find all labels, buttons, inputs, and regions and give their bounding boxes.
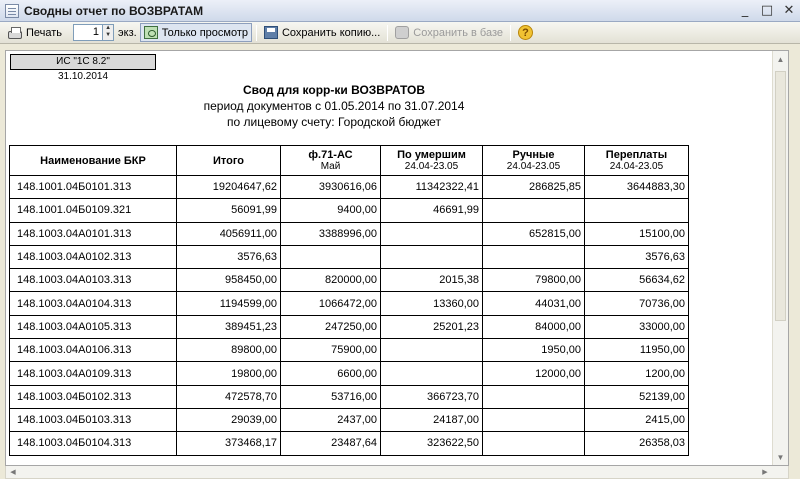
- amount-cell: 24187,00: [381, 408, 483, 431]
- amount-cell: 958450,00: [177, 269, 281, 292]
- save-to-db-label: Сохранить в базе: [413, 26, 503, 39]
- amount-cell: [483, 245, 585, 268]
- amount-cell: 2415,00: [585, 408, 689, 431]
- amount-cell: [483, 385, 585, 408]
- table-row: [10, 408, 689, 431]
- system-label: ИС "1С 8.2": [10, 54, 156, 70]
- scroll-up-icon[interactable]: ▲: [776, 54, 785, 64]
- amount-cell: 89800,00: [177, 339, 281, 362]
- table-header-row: [10, 146, 689, 176]
- toolbar-separator: [256, 25, 257, 41]
- toolbar-separator: [510, 25, 511, 41]
- amount-cell: 12000,00: [483, 362, 585, 385]
- amount-cell: 75900,00: [281, 339, 381, 362]
- amount-cell: 19204647,62: [177, 176, 281, 199]
- amount-cell: 472578,70: [177, 385, 281, 408]
- view-only-label: Только просмотр: [161, 26, 248, 39]
- report-window-icon: [5, 4, 19, 18]
- amount-cell: 652815,00: [483, 222, 585, 245]
- amount-cell: 52139,00: [585, 385, 689, 408]
- amount-cell: 79800,00: [483, 269, 585, 292]
- help-icon: ?: [518, 25, 533, 40]
- amount-cell: 53716,00: [281, 385, 381, 408]
- amount-cell: 3576,63: [177, 245, 281, 268]
- amount-cell: 366723,70: [381, 385, 483, 408]
- spin-up-icon[interactable]: ▲: [105, 25, 112, 31]
- table-row: [10, 362, 689, 385]
- window-title: Сводны отчет по ВОЗВРАТАМ: [24, 3, 204, 18]
- report-period: период документов с 01.05.2014 по 31.07.2014: [203, 99, 465, 113]
- amount-cell: 70736,00: [585, 292, 689, 315]
- amount-cell: [381, 362, 483, 385]
- table-row: [10, 339, 689, 362]
- table-row: [10, 385, 689, 408]
- view-only-icon: [144, 26, 158, 39]
- table-row: [10, 269, 689, 292]
- amount-cell: 84000,00: [483, 315, 585, 338]
- printer-icon: [8, 31, 22, 39]
- table-row: [10, 176, 689, 199]
- amount-cell: 3644883,30: [585, 176, 689, 199]
- amount-cell: 56634,62: [585, 269, 689, 292]
- toolbar: [0, 22, 800, 44]
- floppy-disk-icon: [264, 26, 278, 39]
- bkr-code-cell: 148.1003.04А0105.313: [10, 315, 177, 338]
- amount-cell: 23487,64: [281, 432, 381, 455]
- bkr-code-cell: 148.1001.04Б0109.321: [10, 199, 177, 222]
- copies-input[interactable]: 1: [73, 24, 103, 41]
- amount-cell: 46691,99: [381, 199, 483, 222]
- print-button[interactable]: [5, 23, 65, 42]
- bkr-code-cell: 148.1003.04А0109.313: [10, 362, 177, 385]
- report-date: 31.10.2014: [57, 71, 109, 82]
- spin-down-icon[interactable]: ▼: [105, 32, 112, 38]
- column-header: Переплаты 24.04-23.05: [585, 146, 689, 176]
- amount-cell: 3388996,00: [281, 222, 381, 245]
- scroll-down-icon[interactable]: ▼: [776, 452, 785, 462]
- amount-cell: 373468,17: [177, 432, 281, 455]
- amount-cell: 11342322,41: [381, 176, 483, 199]
- vertical-scrollbar[interactable]: [772, 51, 788, 465]
- minimize-button[interactable]: _: [741, 3, 749, 18]
- close-button[interactable]: ✕: [783, 3, 795, 18]
- amount-cell: 3576,63: [585, 245, 689, 268]
- table-row: [10, 292, 689, 315]
- report-table: [9, 145, 689, 456]
- amount-cell: 29039,00: [177, 408, 281, 431]
- bkr-code-cell: 148.1003.04А0102.313: [10, 245, 177, 268]
- amount-cell: 3930616,06: [281, 176, 381, 199]
- table-row: [10, 199, 689, 222]
- amount-cell: 820000,00: [281, 269, 381, 292]
- bkr-code-cell: 148.1003.04А0106.313: [10, 339, 177, 362]
- amount-cell: 9400,00: [281, 199, 381, 222]
- view-only-button[interactable]: [140, 23, 252, 42]
- report-title: Свод для корр-ки ВОЗВРАТОВ: [242, 83, 426, 97]
- help-button[interactable]: [515, 23, 536, 42]
- column-header: Итого: [177, 146, 281, 176]
- bkr-code-cell: 148.1003.04А0101.313: [10, 222, 177, 245]
- amount-cell: 19800,00: [177, 362, 281, 385]
- amount-cell: [585, 199, 689, 222]
- amount-cell: [483, 408, 585, 431]
- maximize-button[interactable]: □: [760, 3, 774, 18]
- save-to-db-button[interactable]: [392, 23, 506, 42]
- amount-cell: 1200,00: [585, 362, 689, 385]
- horizontal-scrollbar[interactable]: [5, 466, 789, 479]
- save-copy-label: Сохранить копию...: [281, 26, 381, 39]
- bkr-code-cell: 148.1003.04Б0104.313: [10, 432, 177, 455]
- table-row: [10, 245, 689, 268]
- column-header: По умершим 24.04-23.05: [381, 146, 483, 176]
- amount-cell: 15100,00: [585, 222, 689, 245]
- table-row: [10, 315, 689, 338]
- report-account: по лицевому счету: Городской бюджет: [227, 115, 441, 129]
- database-save-icon: [395, 26, 409, 39]
- amount-cell: [381, 245, 483, 268]
- amount-cell: 11950,00: [585, 339, 689, 362]
- bkr-code-cell: 148.1003.04Б0103.313: [10, 408, 177, 431]
- save-copy-button[interactable]: [261, 23, 383, 42]
- amount-cell: [381, 339, 483, 362]
- amount-cell: 2437,00: [281, 408, 381, 431]
- amount-cell: 25201,23: [381, 315, 483, 338]
- scroll-right-icon[interactable]: ▶: [762, 469, 768, 476]
- amount-cell: [281, 245, 381, 268]
- column-header: Ручные 24.04-23.05: [483, 146, 585, 176]
- amount-cell: 1066472,00: [281, 292, 381, 315]
- amount-cell: 1194599,00: [177, 292, 281, 315]
- bkr-code-cell: 148.1003.04А0103.313: [10, 269, 177, 292]
- column-header: ф.71-АС Май: [281, 146, 381, 176]
- table-body: [10, 176, 689, 456]
- table-row: [10, 222, 689, 245]
- amount-cell: [483, 199, 585, 222]
- amount-cell: 26358,03: [585, 432, 689, 455]
- amount-cell: 323622,50: [381, 432, 483, 455]
- toolbar-separator: [387, 25, 388, 41]
- scroll-thumb[interactable]: [775, 71, 786, 321]
- print-label: Печать: [26, 26, 63, 39]
- window-titlebar: [0, 0, 800, 22]
- amount-cell: 13360,00: [381, 292, 483, 315]
- amount-cell: 389451,23: [177, 315, 281, 338]
- bkr-code-cell: 148.1003.04А0104.313: [10, 292, 177, 315]
- table-row: [10, 432, 689, 455]
- amount-cell: 33000,00: [585, 315, 689, 338]
- copies-stepper[interactable]: [103, 24, 114, 41]
- scroll-left-icon[interactable]: ◀: [10, 469, 16, 476]
- amount-cell: 6600,00: [281, 362, 381, 385]
- report-document[interactable]: [5, 50, 789, 466]
- amount-cell: [483, 432, 585, 455]
- amount-cell: 1950,00: [483, 339, 585, 362]
- copies-unit-label: экз.: [118, 26, 137, 39]
- amount-cell: 247250,00: [281, 315, 381, 338]
- bkr-code-cell: 148.1003.04Б0102.313: [10, 385, 177, 408]
- amount-cell: 56091,99: [177, 199, 281, 222]
- amount-cell: 286825,85: [483, 176, 585, 199]
- column-header: Наименование БКР: [10, 146, 177, 176]
- amount-cell: 4056911,00: [177, 222, 281, 245]
- amount-cell: [381, 222, 483, 245]
- amount-cell: 2015,38: [381, 269, 483, 292]
- amount-cell: 44031,00: [483, 292, 585, 315]
- bkr-code-cell: 148.1001.04Б0101.313: [10, 176, 177, 199]
